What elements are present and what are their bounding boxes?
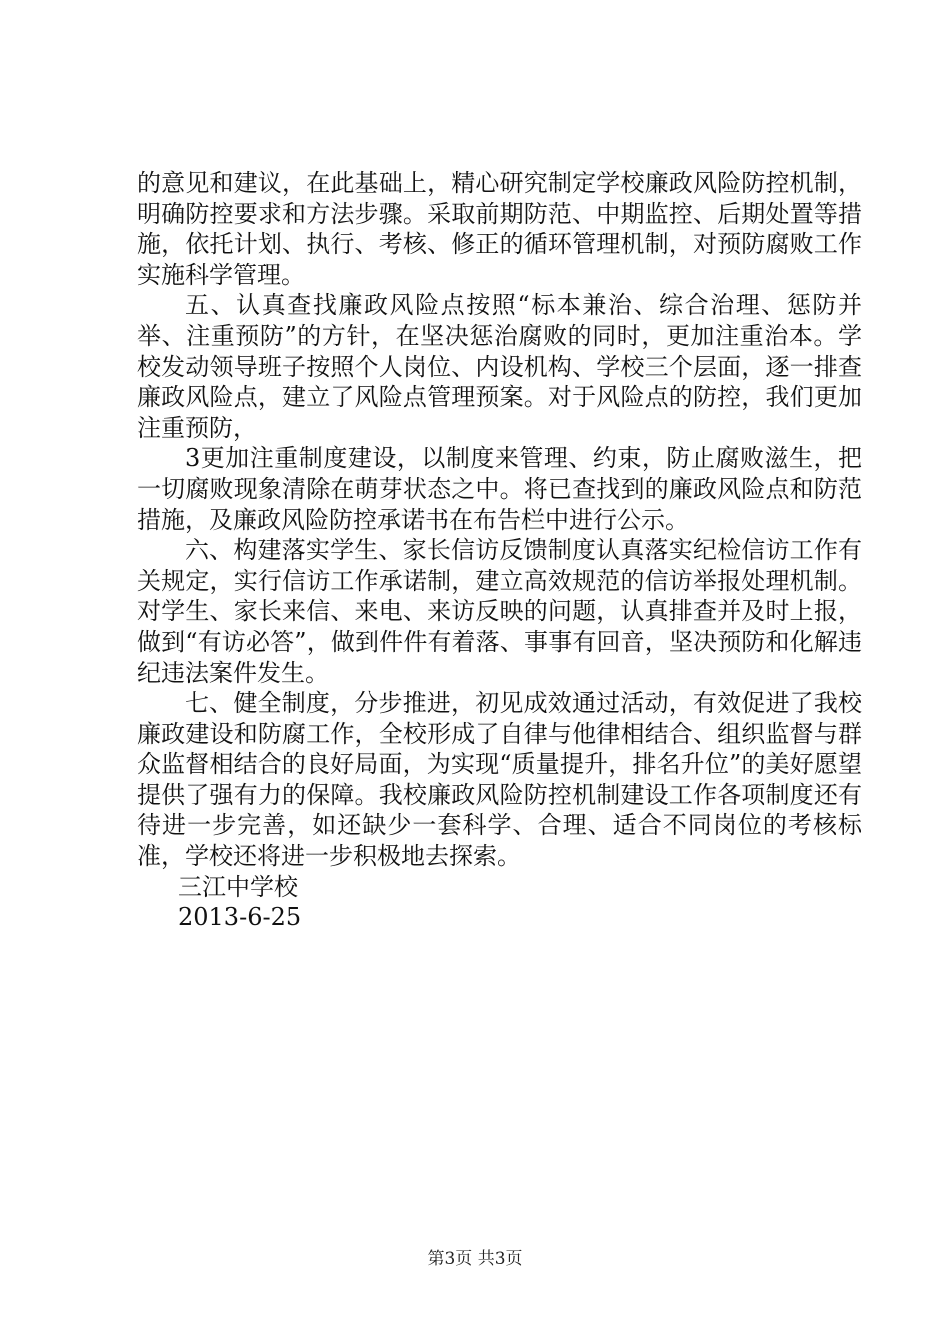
- paragraph-section-six: 六、构建落实学生、家长信访反馈制度认真落实纪检信访工作有关规定，实行信访工作承诺制，建立高效规范的信访举报处理机制。对学生、家长来信、来电、来访反映的问题，认真排查并及时上报，做到“有访必答”，做到件件有着落、事事有回音，坚决预防和化解违纪违法案件发生。: [137, 536, 862, 687]
- paragraph-section-five: 五、认真查找廉政风险点按照“标本兼治、综合治理、惩防并举、注重预防”的方针，在坚决惩治腐败的同时，更加注重治本。学校发动领导班子按照个人岗位、内设机构、学校三个层面，逐一排查廉政风险点，建立了风险点管理预案。对于风险点的防控，我们更加注重预防，: [137, 291, 862, 442]
- paragraph-section-seven: 七、健全制度，分步推进，初见成效通过活动，有效促进了我校廉政建设和防腐工作，全校形成了自律与他律相结合、组织监督与群众监督相结合的良好局面，为实现“质量提升，排名升位”的美好愿望提供了强有力的保障。我校廉政风险防控机制建设工作各项制度还有待进一步完善，如还缺少一套科学、合理、适合不同岗位的考核标准，学校还将进一步积极地去探索。: [137, 689, 862, 871]
- paragraph-system-building: 3更加注重制度建设，以制度来管理、约束，防止腐败滋生，把一切腐败现象清除在萌芽状态之中。将已查找到的廉政风险点和防范措施，及廉政风险防控承诺书在布告栏中进行公示。: [137, 444, 862, 534]
- document-body: [137, 168, 862, 933]
- signature-date: 2013-6-25: [178, 903, 302, 932]
- page-footer: 第3页 共3页: [427, 1249, 523, 1269]
- paragraph-continued: 的意见和建议，在此基础上，精心研究制定学校廉政风险防控机制，明确防控要求和方法步骤。采取前期防范、中期监控、后期处置等措施，依托计划、执行、考核、修正的循环管理机制，对预防腐败工作实施科学管理。: [137, 169, 862, 289]
- signature-org: 三江中学校: [178, 872, 298, 901]
